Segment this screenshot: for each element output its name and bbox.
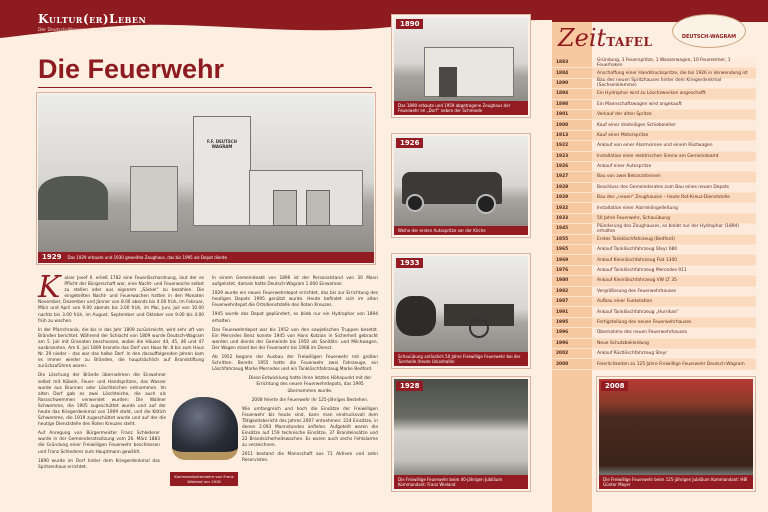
paragraph: Wie umfangreich und hoch die Einsätze der Freiwilligen Feuerwehr bis heute sind, kann man eindrucksvoll dem Tätigkeitsbericht des Jahres 2007 entnehmen: 224 Einsätze, in denen 2.093 Mannstunden anfielen. Aufgeteilt waren die Einsätze auf 159 technische Einsätze, 37 Brandeinsätze und 22 Brandsicherheitswachen. Es waren auch sechs Fehlalarme zu verzeichnen. [242,406,378,449]
timeline-year: 1922 [556,143,569,149]
timeline-row [552,131,756,141]
timeline-event: Ankauf Kleinlöschfahrzeug VW LT 35 [592,276,756,285]
title-caps: TAFEL [606,35,653,49]
main-photo-year: 1929 [42,253,62,261]
timeline-year: 1883 [556,60,569,66]
timeline-row [552,297,756,307]
timeline-year: 1945 [556,226,569,232]
town-logo: DEUTSCH-WAGRAM [672,14,746,48]
paragraph: In einem Gemeindeakt von 1896 ist der Personalstand von 30 Mann aufgelistet, damals hatte Deutsch-Wagram 1.000 Einwohner. [212,276,378,288]
brand-subtitle: Der Deutsch-Wagramer Kultur-Spaziergang [38,28,135,33]
timeline-year: 1996 [556,340,569,346]
timeline-event: Bau von zwei Betonzisternen [592,172,756,181]
timeline-event: Installation einer Alarmklingelleitung [592,203,756,212]
timeline-row [552,193,756,203]
photo-1890 [391,14,531,118]
timeline-event: Gründung, 1 Feuerspritze, 1 Wasserwagen, 10 Feuereimer, 1 Feuerhaken [592,58,756,67]
timeline-event: Beschluss des Gemeinderates zum Bau eines neuen Depots [592,183,756,192]
timeline-row [552,235,756,245]
timeline-row [552,318,756,328]
photo-year: 1926 [396,138,423,148]
timeline-year: 1927 [556,174,569,180]
timeline-year: 1890 [556,80,569,86]
timeline-row [552,245,756,255]
paragraph: Diese Entwicklung hatte ihren letzten Höhepunkt mit der Errichtung des neuen Feuerwehrdepots, das 1995 übernommen wurde. [248,376,372,394]
timeline-row [552,276,756,286]
timeline-year: 1932 [556,205,569,211]
paragraph: 1945 wurde das Depot geplündert, es blieb nur ein Hydrophor von 1894 erhalten. [212,312,378,324]
timeline-year: 2008 [556,361,569,367]
timeline-title [558,24,652,52]
timeline-event: Erstes Tanklöschfahrzeug (Bedford) [592,235,756,244]
timeline-row [552,183,756,193]
timeline-event: Verkauf der alten Spritze [592,110,756,119]
timeline-row [552,307,756,317]
timeline-year: 1996 [556,330,569,336]
timeline-row [552,162,756,172]
timeline-row [552,266,756,276]
timeline-row [552,224,756,234]
timeline-row [552,89,756,99]
photo-year: 1928 [396,381,423,391]
photo-year: 2008 [601,381,628,391]
timeline-row [552,214,756,224]
timeline-event: Bau des neuen Spritzhauses hinter dem Kriegerdenkmal (Sachsenklemme) [592,79,756,88]
photo-year: 1933 [396,258,423,268]
main-photo [36,92,376,265]
paragraph: Das Feuerwehrdepot war bis 1952 von den sowjetischen Truppen besetzt. Ein Mercedes Benz konnte 1945 von Hans Kotzian in Sicherheit gebracht werden und diente der Gemeinde bis 1950 als Sanitäts- und Milchwagen. Der Wagen stand bei der Feuerwehr bis 1968 im Dienst. [212,327,378,351]
timeline-event: Ankauf Tanklöschfahrzeug Steyr 680 [592,245,756,254]
timeline-event: Ankauf Rüstlöschfahrzeug Steyr [592,349,756,358]
photo-year: 1890 [396,19,423,29]
timeline-year: 1982 [556,288,569,294]
timeline-event: Plünderung des Zeughauses, es bleibt nur der Hydrophor (1894) erhalten [592,224,756,233]
timeline-row [552,349,756,359]
timeline-year: 1976 [556,268,569,273]
timeline-year: 1955 [556,236,569,242]
timeline-row [552,203,756,213]
photo-caption: Das 1890 erbaute und 1959 abgetragene Zeughaus der Feuerwehr im „Dorf“ neben der Schmiede [394,101,528,115]
timeline-table [552,58,756,370]
timeline-event: Kauf einer dreiteiligen Schiebeleiter [592,120,756,129]
timeline-year: 1991 [556,309,569,315]
title-script: Zeit [558,24,607,52]
timeline-event: Übernahme des neuen Feuerwehrhauses [592,328,756,337]
paragraph: Ab 1952 begann der Ausbau der Freiwilligen Feuerwehr mit großen Schritten. Bereits 1955 hatte die Feuerwehr zwei Fahrzeuge, ein Löschfahrzeug Marke Mercedes und ein Tanklöschfahrzeug Marke Bedford. [212,355,378,373]
timeline-row [552,287,756,297]
main-photo-caption: Das 1929 erbaute und 1930 geweihte Zeughaus, das bis 1995 als Depot diente [67,255,227,260]
title-rule [38,87,372,88]
timeline-row [552,339,756,349]
timeline-row [552,359,756,369]
timeline-year: 1933 [556,216,569,222]
timeline-year: 1898 [556,101,569,107]
timeline-row [552,141,756,151]
timeline-row [552,100,756,110]
timeline-event: Ein Hydrophor wird zu Löschzwecken angeschafft [592,89,756,98]
helmet-caption: Kommandantenhelm von Franz Wieland um 1918 [170,472,238,486]
timeline-event: Aufbau einer Funkstation [592,297,756,306]
helmet-photo [172,397,238,460]
timeline-event: Fertigstellung des neuen Feuerwehrhauses [592,318,756,327]
paragraph: Die Löschung der Brände übernahmen die Einwohner selbst mit Kübeln, Feuer- und Handspritzen, das Wasser wurde aus Brunnen oder Löschteichen entnommen. Im alten Dorf gab es zwei Löschteiche, die auch als Rossschwemmen verwendet wurden: Die Wallner Schwemme, die 1905 zugeschüttet wurde und auf der heute das Kriegerdenkmal von 1909 steht, und die Kittich Schwemme, die 1919 zugeschüttet wurde und auf der die heutige Dienststelle des Roten Kreuzes steht. [38,373,166,428]
timeline-row [552,58,756,68]
timeline-row [552,79,756,89]
timeline-year: 1929 [556,195,569,201]
page-title: Die Feuerwehr [38,54,225,84]
paragraph: 1890 wurde im Dorf hinter dem Kriegerdenkmal das Spritzenhaus errichtet. [38,458,160,470]
photo-1933 [391,253,531,369]
timeline-event: Ankauf einer Autospritze [592,162,756,171]
photo-caption: Die Freiwillige Feuerwehr beim 125-jährigen Jubiläum Kommandant: HBI Günter Mayer [599,475,753,489]
timeline-year: 1926 [556,164,569,170]
paragraph: Auf Anregung von Bürgermeister Franz Schlederer wurde in der Gemeinderatssitzung vom 26. März 1883 die Gründung einer Freiwilligen Feuerwehr beschlossen und Franz Schlederer zum Hauptmann gewählt. [38,431,160,455]
photo-caption: Die Freiwillige Feuerwehr beim 40-jährigen Jubiläum Kommandant: Franz Wieland [394,475,528,489]
timeline-event: Ein Mannschaftswagen wird angekauft [592,100,756,109]
timeline-event: Vergrößerung des Feuerwehrhauses [592,287,756,296]
timeline-row [552,120,756,130]
paragraph: 2008 feierte die Feuerwehr ihr 125-jähriges Bestehen. [251,397,369,403]
photo-1928 [391,376,531,492]
timeline-year: 1923 [556,153,569,159]
timeline-row [552,328,756,338]
timeline-year: 1894 [556,91,569,97]
timeline-row [552,255,756,265]
timeline-event: Anschaffung einer Handdruckspritze, die bis 1926 in Verwendung ist [592,68,756,77]
timeline-event: Kauf einer Motorspritze [592,131,756,140]
paragraph: aiser Josef II. erließ 1782 eine Feuerlöschordnung, laut der es Pflicht der Bürgerschaft war, eine Nacht- und Feuerwache selbst zu stellen oder aus eigenem „Säckel“ zu bezahlen. Die eingeteilten Nacht- und Feuerwachen hatten in den Monaten November, Dezember und Jänner von 8.00 abends bis 4.00 früh, im Februar, März und April von 9.00 abends bis 3.00 früh, im Mai, Juni, Juli von 10.00 nachts bis 3.00 früh, im August, September und Oktober von 9.00 bis 4.00 früh zu wachen. [38,276,204,324]
timeline-year: 1913 [556,132,569,138]
timeline-year: 2002 [556,351,569,357]
timeline-year: 1987 [556,299,569,305]
timeline-row [552,172,756,182]
timeline-year: 1995 [556,319,569,325]
timeline-year: 1965 [556,247,569,253]
timeline-event: Ankauf Tanklöschfahrzeug Mercedes 911 [592,266,756,275]
paragraph: 2011 bestand die Mannschaft aus 71 Aktiven und zehn Reservisten. [242,452,378,464]
timeline-year: 1884 [556,70,569,76]
timeline-event: Ankauf Tanklöschfahrzeug „Hurrikan“ [592,307,756,316]
timeline-event: 50 Jahre Feuerwehr, Schauübung [592,214,756,223]
timeline-year: 1980 [556,278,569,284]
timeline-row [552,152,756,162]
timeline-event: Neue Schutzbekleidung [592,339,756,348]
photo-caption: Schauübung anlässlich 50 Jahre Freiwillige Feuerwehr bei der Turnhalle (heute Unionhalle) [394,352,528,366]
timeline-event: Ankauf Kleinlöschfahrzeug Fiat 1300 [592,255,756,264]
timeline-row [552,110,756,120]
brand-logo: Kultur(er)Leben [38,12,147,26]
timeline-event: Feierlichkeiten zu 125 Jahre Freiwillige Feuerwehr Deutsch-Wagram [592,359,756,368]
photo-2008 [596,376,756,492]
building-sign: F.F. DEUTSCH WAGRAM [207,139,237,149]
timeline-event: Bau des „neuen“ Zeughauses – heute Rot-Kreuz-Dienststelle [592,193,756,202]
paragraph: 1929 wurde ein neues Feuerwehrdepot errichtet, das bis zur Errichtung des heutigen Depots 1995 genützt wurde. Heute befindet sich im alten Feuerwehrdepot die Ortsdienststelle des Roten Kreuzes. [212,291,378,309]
timeline-year: 1908 [556,122,569,128]
timeline-event: Installation einer elektrischen Sirene am Gemeindeamt [592,152,756,161]
timeline-event: Ankauf von einer Alarmsirene und einem Rüstwagen [592,141,756,150]
paragraph: In der Pfarrchronik, die bis in das Jahr 1809 zurückreicht, wird sehr oft von Bränden berichtet. Während der Schlacht von 1809 wurde Deutsch-Wagram am 5. Juli mit Granaten beschossen, wobei die Häuser 44, 45, 46 und 47 ausbrannten. Am 6. Juli 1809 brannte das Dorf von Haus Nr. 8 bis zum Haus Nr. 29 nieder – das war das halbe Dorf. In den darauffolgenden Jahren kam es immer wieder zu Bränden, die hauptsächlich auf Brandstiftung zurückzuführen waren. [38,327,204,370]
timeline-year: 1901 [556,112,569,118]
timeline-year: 1928 [556,184,569,190]
drop-cap: K [38,270,61,305]
photo-1926 [391,133,531,238]
photo-caption: Weihe der ersten Autospritze vor der Kirche [394,226,528,235]
timeline-year: 1969 [556,257,569,263]
